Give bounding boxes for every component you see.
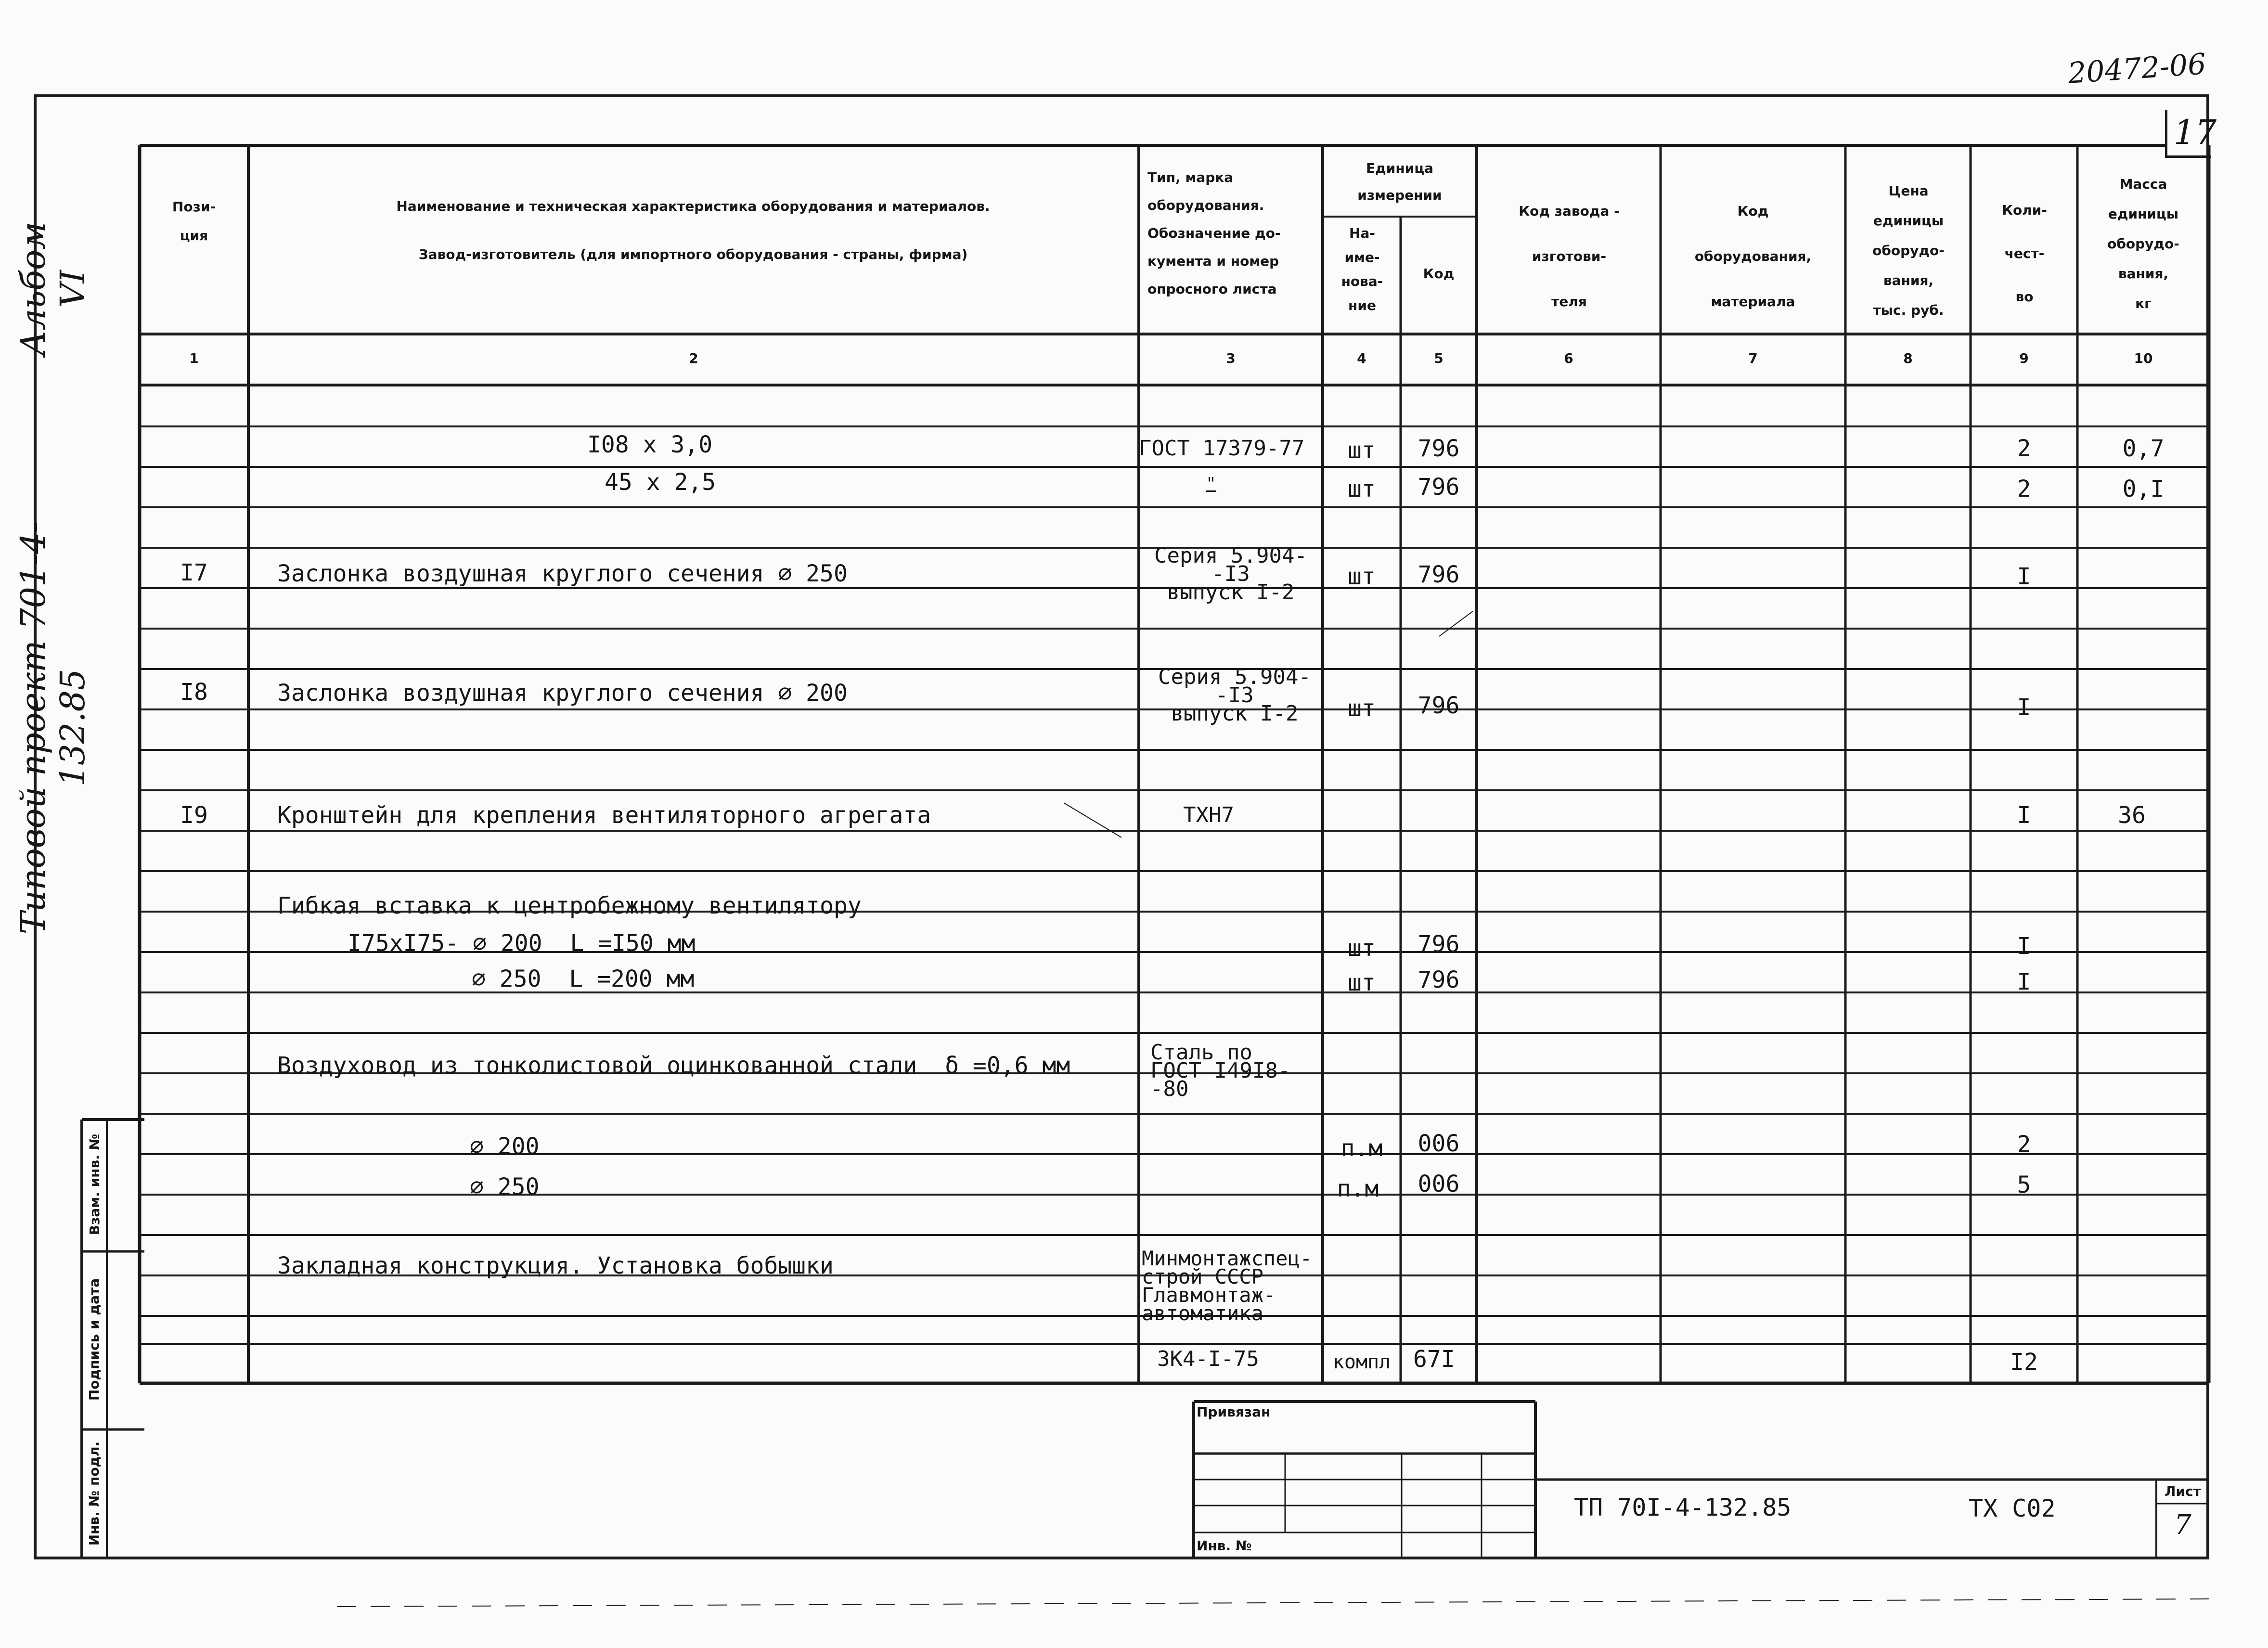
colnum-6: 6 bbox=[1564, 350, 1573, 366]
colnum-3: 3 bbox=[1226, 350, 1236, 366]
row-12-type: ЗК4-I-75 bbox=[1157, 1347, 1259, 1371]
stamp-sign-date: Подпись и дата bbox=[86, 1278, 102, 1401]
row-7-unit: шт bbox=[1348, 969, 1376, 996]
row-4-pos: I9 bbox=[180, 802, 208, 829]
row-10-name: ⌀ 250 bbox=[470, 1173, 540, 1200]
row-4-mass: 36 bbox=[2118, 802, 2146, 829]
row-9-code: 006 bbox=[1418, 1130, 1460, 1157]
row-4-qty: I bbox=[2017, 802, 2031, 829]
row-1-unit: шт bbox=[1348, 476, 1376, 502]
row-1-name: 45 x 2,5 bbox=[605, 469, 716, 496]
row-4-name: Кронштейн для крепления вентиляторного агрегата bbox=[277, 802, 931, 829]
row-11-name: Закладная конструкция. Установка бобышки bbox=[277, 1252, 834, 1279]
row-7-name: ⌀ 250 L =200 мм bbox=[472, 966, 695, 992]
row-0-unit: шт bbox=[1348, 437, 1376, 464]
row-8-type: Сталь по ГОСТ I49I8- -80 bbox=[1150, 1040, 1291, 1101]
row-3-code: 796 bbox=[1418, 692, 1460, 719]
row-3-name: Заслонка воздушная круглого сечения ⌀ 200 bbox=[277, 680, 848, 707]
row-2-pos: I7 bbox=[180, 559, 208, 586]
header-unit-price: Цена единицы оборудо- вания, тыс. руб. bbox=[1872, 183, 1945, 318]
header-unit-code: Код bbox=[1423, 266, 1455, 282]
sheet-label: Лист bbox=[2165, 1483, 2201, 1499]
row-10-unit: п.м bbox=[1337, 1175, 1379, 1202]
header-type: Тип, марка оборудования. Обозначение до- кумента и номер опросного листа bbox=[1147, 169, 1281, 297]
row-7-code: 796 bbox=[1418, 966, 1460, 993]
row-0-mass: 0,7 bbox=[2122, 435, 2165, 462]
header-position: Пози- ция bbox=[172, 199, 216, 244]
row-2-type: Серия 5.904- -I3 выпуск I-2 bbox=[1154, 543, 1307, 605]
archive-number: 20472-06 bbox=[2066, 47, 2207, 90]
row-6-code: 796 bbox=[1418, 931, 1460, 958]
row-1-code: 796 bbox=[1418, 474, 1460, 501]
row-7-qty: I bbox=[2017, 968, 2031, 995]
colnum-7: 7 bbox=[1748, 350, 1758, 366]
inv-no-label: Инв. № bbox=[1197, 1538, 1252, 1554]
colnum-5: 5 bbox=[1434, 350, 1443, 366]
colnum-2: 2 bbox=[689, 350, 698, 366]
row-12-unit: компл bbox=[1332, 1351, 1391, 1373]
colnum-9: 9 bbox=[2019, 350, 2029, 366]
header-quantity: Коли- чест- во bbox=[2002, 202, 2047, 305]
privyazan-label: Привязан bbox=[1197, 1404, 1271, 1420]
project-label: Типовой проект 701-4-132.85 bbox=[13, 521, 92, 935]
header-unit-group: Единица измерении bbox=[1357, 160, 1442, 203]
row-0-name: I08 x 3,0 bbox=[587, 431, 713, 458]
header-manufacturer-code: Код завода - изготови- теля bbox=[1519, 203, 1620, 309]
row-2-qty: I bbox=[2017, 563, 2031, 590]
colnum-10: 10 bbox=[2134, 350, 2153, 366]
row-3-qty: I bbox=[2017, 694, 2031, 721]
header-material-code: Код оборудования, материала bbox=[1694, 203, 1812, 309]
row-2-unit: шт bbox=[1348, 563, 1376, 590]
page-number: 17 bbox=[2174, 113, 2217, 152]
row-0-code: 796 bbox=[1418, 435, 1460, 462]
row-11-type: Минмонтажспец- строй СССР Главмонтаж- автоматика bbox=[1142, 1247, 1313, 1325]
row-2-code: 796 bbox=[1418, 561, 1460, 588]
header-unit-mass: Масса единицы оборудо- вания, кг bbox=[2107, 176, 2179, 311]
header-name-line2: Завод-изготовитель (для импортного оборудования - страны, фирма) bbox=[418, 246, 968, 262]
row-5-name: Гибкая вставка к центробежному вентилятору bbox=[277, 892, 862, 919]
sheet-code: ТХ С02 bbox=[1969, 1494, 2056, 1522]
colnum-8: 8 bbox=[1903, 350, 1913, 366]
row-0-qty: 2 bbox=[2017, 435, 2031, 462]
row-1-type: " bbox=[1206, 474, 1216, 494]
row-9-unit: п.м bbox=[1340, 1135, 1383, 1162]
row-12-qty: I2 bbox=[2010, 1349, 2038, 1376]
row-10-qty: 5 bbox=[2017, 1172, 2031, 1198]
row-3-unit: шт bbox=[1348, 695, 1376, 722]
album-label: Альбом VI bbox=[13, 221, 92, 356]
row-9-qty: 2 bbox=[2017, 1131, 2031, 1158]
sheet-number: 7 bbox=[2174, 1509, 2191, 1541]
row-0-type: ГОСТ 17379-77 bbox=[1139, 436, 1305, 461]
row-3-type: Серия 5.904- -I3 выпуск I-2 bbox=[1158, 665, 1311, 726]
row-10-code: 006 bbox=[1418, 1171, 1460, 1197]
row-6-name: I75xI75- ⌀ 200 L =I50 мм bbox=[348, 930, 696, 957]
row-9-name: ⌀ 200 bbox=[470, 1133, 540, 1160]
row-4-type: TXH7 bbox=[1183, 803, 1234, 827]
document-code: ТП 70I-4-132.85 bbox=[1574, 1494, 1791, 1521]
row-12-code: 67I bbox=[1413, 1346, 1455, 1373]
header-unit-name: На- име- нова- ние bbox=[1341, 225, 1383, 313]
colnum-1: 1 bbox=[189, 350, 199, 366]
header-name-line1: Наименование и техническая характеристика оборудования и материалов. bbox=[396, 198, 990, 214]
colnum-4: 4 bbox=[1357, 350, 1366, 366]
row-1-mass: 0,I bbox=[2122, 476, 2165, 502]
stamp-vzam-inv: Взам. инв. № bbox=[87, 1133, 103, 1236]
row-6-qty: I bbox=[2017, 933, 2031, 960]
row-8-name: Воздуховод из тонколистовой оцинкованной стали δ =0,6 мм bbox=[277, 1052, 1070, 1079]
row-3-pos: I8 bbox=[180, 679, 208, 706]
row-6-unit: шт bbox=[1348, 935, 1376, 962]
stamp-inv-podl: Инв. № подл. bbox=[86, 1441, 102, 1546]
row-1-qty: 2 bbox=[2017, 476, 2031, 502]
row-2-name: Заслонка воздушная круглого сечения ⌀ 250 bbox=[277, 560, 848, 587]
